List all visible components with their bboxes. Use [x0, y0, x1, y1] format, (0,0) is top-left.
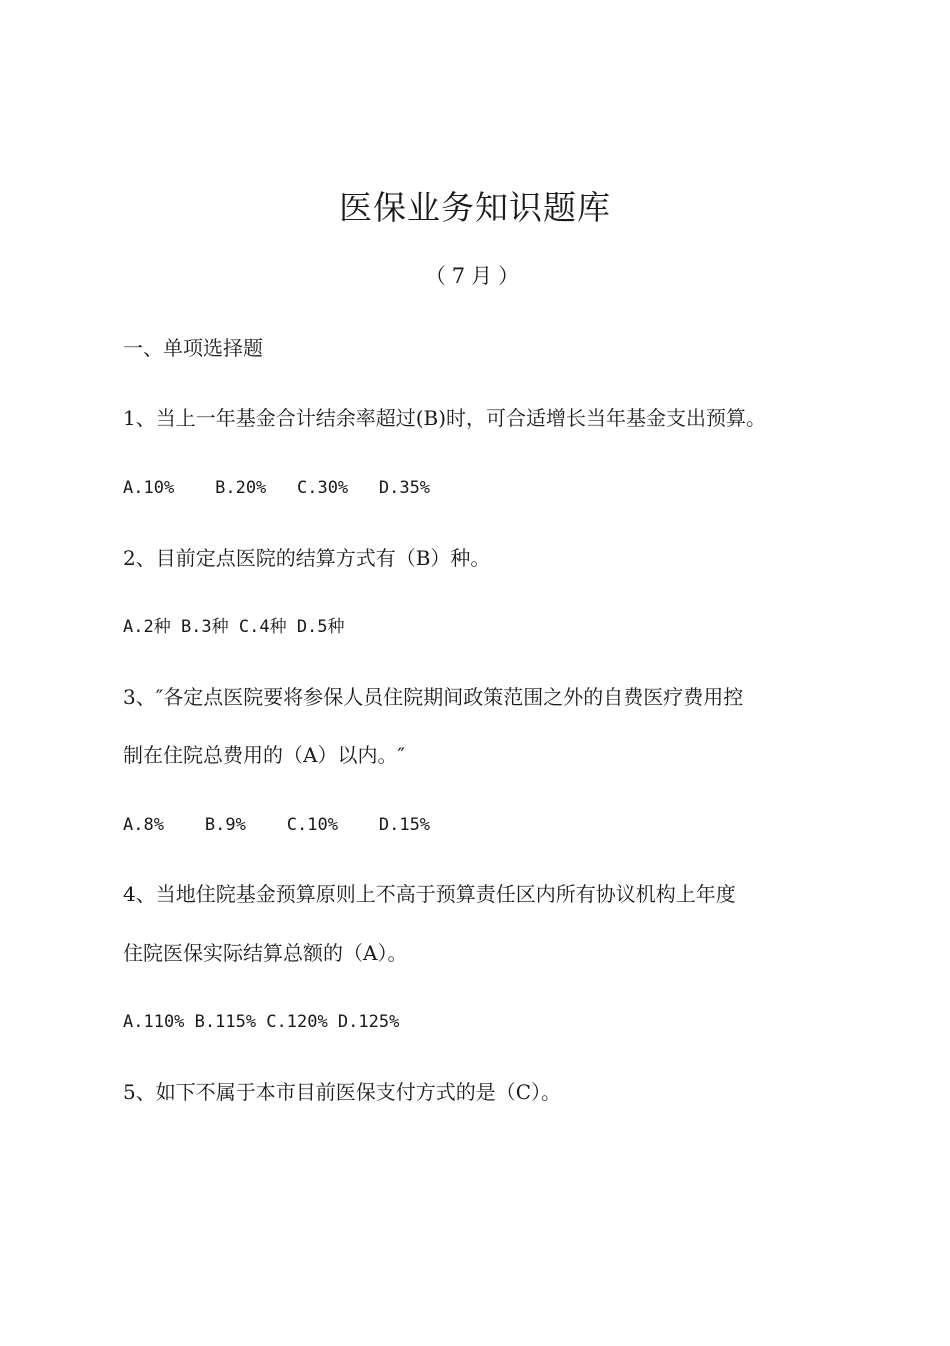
question-3-options: A.8% B.9% C.10% D.15%: [123, 815, 431, 835]
document-title: 医保业务知识题库: [339, 188, 611, 227]
question-4-text-line-1: 4、当地住院基金预算原则上不高于预算责任区内所有协议机构上年度: [123, 882, 736, 906]
question-5-text: 5、如下不属于本市目前医保支付方式的是（C）。: [123, 1080, 562, 1104]
question-4-text-line-2: 住院医保实际结算总额的（A）。: [123, 941, 408, 965]
question-2-text: 2、目前定点医院的结算方式有（B）种。: [123, 546, 491, 570]
question-1-text: 1、当上一年基金合计结余率超过(B)时，可合适增长当年基金支出预算。: [123, 406, 767, 430]
question-2-options: A.2种 B.3种 C.4种 D.5种: [123, 617, 345, 637]
question-3-text-line-1: 3、″各定点医院要将参保人员住院期间政策范围之外的自费医疗费用控: [123, 685, 744, 709]
question-4-options: A.110% B.115% C.120% D.125%: [123, 1012, 400, 1032]
document-subtitle: （7月）: [424, 264, 526, 288]
question-1-options: A.10% B.20% C.30% D.35%: [123, 478, 431, 498]
question-3-text-line-2: 制在住院总费用的（A）以内。″: [123, 743, 405, 767]
section-heading: 一、单项选择题: [123, 336, 263, 360]
